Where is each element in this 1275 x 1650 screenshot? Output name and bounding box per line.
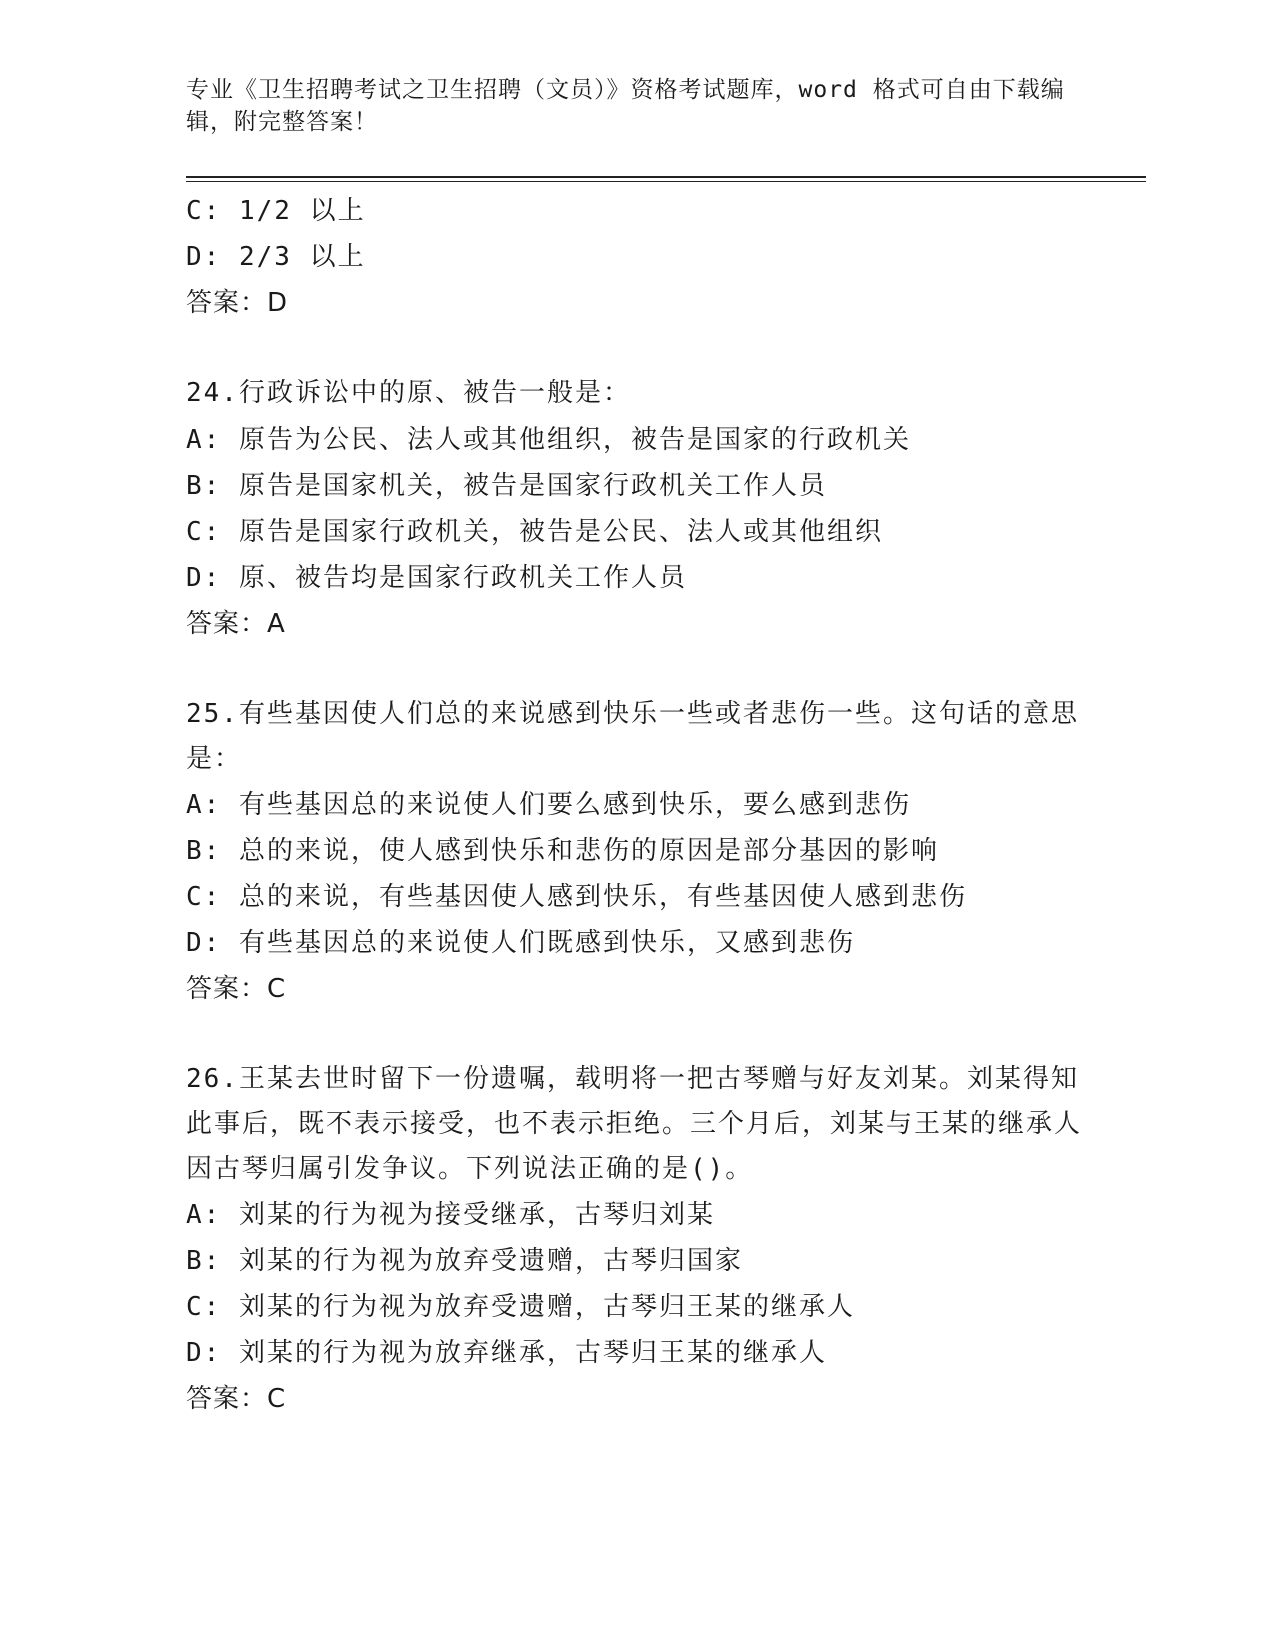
option-a: A: 刘某的行为视为接受继承，古琴归刘某 bbox=[186, 1200, 715, 1230]
answer-line: 答案：C bbox=[186, 974, 287, 1004]
option-c: C: 总的来说，有些基因使人感到快乐，有些基因使人感到悲伤 bbox=[186, 882, 967, 912]
question-block-24 bbox=[186, 371, 1086, 647]
option-c: C: 原告是国家行政机关，被告是公民、法人或其他组织 bbox=[186, 517, 883, 547]
option-b: B: 刘某的行为视为放弃受遗赠，古琴归国家 bbox=[186, 1246, 743, 1276]
spacer bbox=[186, 326, 1086, 371]
option-b: B: 原告是国家机关，被告是国家行政机关工作人员 bbox=[186, 471, 827, 501]
option-d: D: 2/3 以上 bbox=[186, 242, 366, 272]
question-content bbox=[186, 188, 1086, 1422]
header-divider-thin bbox=[186, 181, 1146, 182]
spacer bbox=[186, 1012, 1086, 1057]
option-a: A: 有些基因总的来说使人们要么感到快乐，要么感到悲伤 bbox=[186, 790, 911, 820]
question-block-26 bbox=[186, 1057, 1086, 1422]
question-block-25 bbox=[186, 692, 1086, 1012]
prev-question-block bbox=[186, 188, 1086, 326]
option-d: D: 刘某的行为视为放弃继承，古琴归王某的继承人 bbox=[186, 1338, 827, 1368]
spacer bbox=[186, 647, 1086, 692]
option-d: D: 原、被告均是国家行政机关工作人员 bbox=[186, 563, 687, 593]
header-divider bbox=[186, 176, 1146, 178]
question-stem: 24.行政诉讼中的原、被告一般是： bbox=[186, 378, 631, 408]
answer-line: 答案：A bbox=[186, 609, 286, 639]
option-c: C: 1/2 以上 bbox=[186, 196, 366, 226]
answer-line: 答案：D bbox=[186, 288, 289, 318]
answer-line: 答案：C bbox=[186, 1384, 287, 1414]
option-c: C: 刘某的行为视为放弃受遗赠，古琴归王某的继承人 bbox=[186, 1292, 855, 1322]
document-header: 专业《卫生招聘考试之卫生招聘（文员）》资格考试题库，word 格式可自由下载编辑，附完整答案！ bbox=[186, 77, 1065, 135]
question-stem: 26.王某去世时留下一份遗嘱，载明将一把古琴赠与好友刘某。刘某得知此事后，既不表示接受，也不表示拒绝。三个月后，刘某与王某的继承人因古琴归属引发争议。下列说法正确的是()。 bbox=[186, 1064, 1083, 1184]
question-stem: 25.有些基因使人们总的来说感到快乐一些或者悲伤一些。这句话的意思是： bbox=[186, 699, 1079, 774]
option-b: B: 总的来说，使人感到快乐和悲伤的原因是部分基因的影响 bbox=[186, 836, 939, 866]
option-a: A: 原告为公民、法人或其他组织，被告是国家的行政机关 bbox=[186, 425, 911, 455]
option-d: D: 有些基因总的来说使人们既感到快乐，又感到悲伤 bbox=[186, 928, 855, 958]
